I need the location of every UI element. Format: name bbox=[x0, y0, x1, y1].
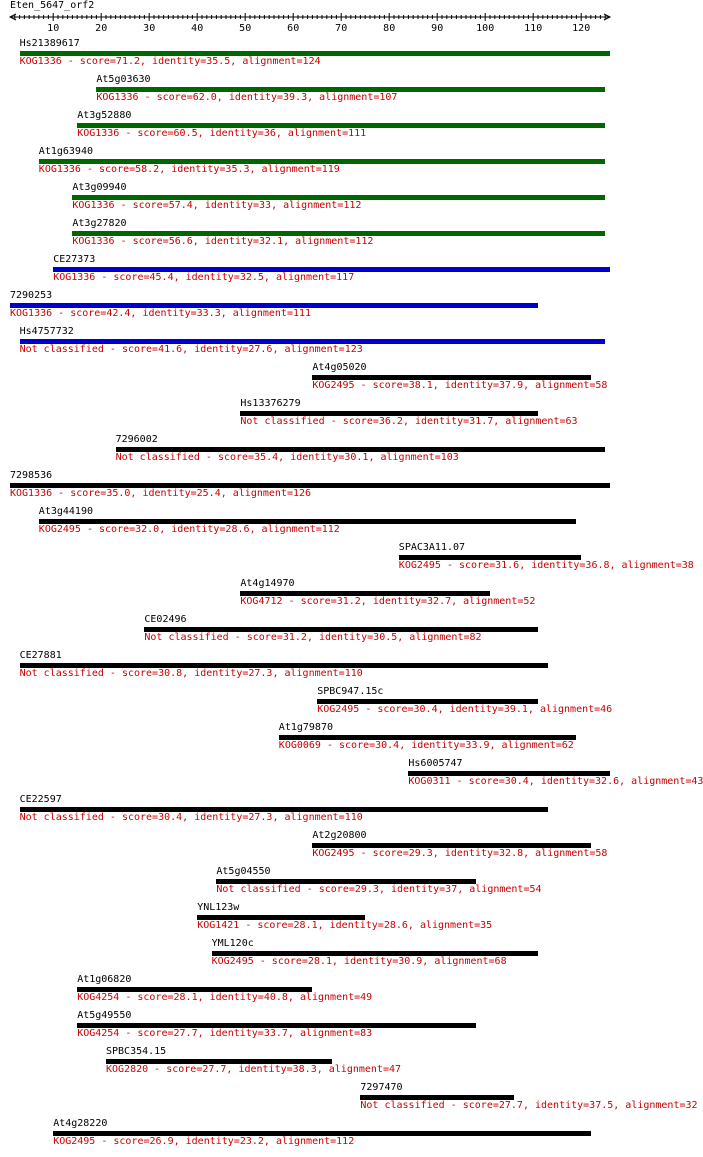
ruler-tick-label: 50 bbox=[239, 23, 252, 34]
hit-description: KOG2820 - score=27.7, identity=38.3, alignment=47 bbox=[106, 1064, 402, 1075]
hit-description: KOG4712 - score=31.2, identity=32.7, alignment=52 bbox=[240, 596, 536, 607]
hit-description: Not classified - score=35.4, identity=30.1, alignment=103 bbox=[115, 452, 459, 463]
hit-description: KOG1336 - score=57.4, identity=33, alignment=112 bbox=[72, 200, 362, 211]
ruler-tick-label: 100 bbox=[476, 23, 495, 34]
hit-name[interactable]: At5g04550 bbox=[216, 866, 271, 877]
hit-name[interactable]: YNL123w bbox=[197, 902, 240, 913]
ruler-tick-label: 60 bbox=[287, 23, 300, 34]
hit-name[interactable]: CE27373 bbox=[53, 254, 96, 265]
hit-name[interactable]: At3g52880 bbox=[77, 110, 132, 121]
hit-name[interactable]: At4g28220 bbox=[53, 1118, 108, 1129]
hit-name[interactable]: At1g06820 bbox=[77, 974, 132, 985]
hit-name[interactable]: SPAC3A11.07 bbox=[398, 542, 466, 553]
ruler-tick-label: 30 bbox=[143, 23, 156, 34]
ruler-tick-label: 110 bbox=[524, 23, 543, 34]
hit-name[interactable]: 7298536 bbox=[10, 470, 53, 481]
hit-name[interactable]: At1g79870 bbox=[278, 722, 333, 733]
ruler-tick-label: 80 bbox=[383, 23, 396, 34]
hit-description: KOG4254 - score=27.7, identity=33.7, alignment=83 bbox=[77, 1028, 373, 1039]
hit-name[interactable]: Hs13376279 bbox=[240, 398, 301, 409]
hit-description: Not classified - score=30.4, identity=27.3, alignment=110 bbox=[19, 812, 363, 823]
hit-description: KOG0311 - score=30.4, identity=32.6, alignment=43 bbox=[408, 776, 703, 787]
hit-name[interactable]: At4g14970 bbox=[240, 578, 295, 589]
hit-name[interactable]: At4g05020 bbox=[312, 362, 367, 373]
hit-description: KOG0069 - score=30.4, identity=33.9, alignment=62 bbox=[278, 740, 574, 751]
hit-description: KOG1336 - score=71.2, identity=35.5, alignment=124 bbox=[19, 56, 321, 67]
hit-description: Not classified - score=41.6, identity=27.6, alignment=123 bbox=[19, 344, 363, 355]
hit-description: Not classified - score=30.8, identity=27.3, alignment=110 bbox=[19, 668, 363, 679]
hit-name[interactable]: SPBC354.15 bbox=[106, 1046, 167, 1057]
hit-description: KOG1336 - score=60.5, identity=36, alignment=111 bbox=[77, 128, 367, 139]
hit-name[interactable]: CE02496 bbox=[144, 614, 187, 625]
ruler-tick-label: 120 bbox=[572, 23, 591, 34]
hit-description: Not classified - score=36.2, identity=31.7, alignment=63 bbox=[240, 416, 578, 427]
hit-description: KOG4254 - score=28.1, identity=40.8, alignment=49 bbox=[77, 992, 373, 1003]
sequence-ruler bbox=[0, 0, 620, 36]
hit-name[interactable]: YML120c bbox=[211, 938, 254, 949]
hit-description: KOG2495 - score=26.9, identity=23.2, alignment=112 bbox=[53, 1136, 355, 1147]
hit-name[interactable]: Hs6005747 bbox=[408, 758, 463, 769]
hit-name[interactable]: At3g44190 bbox=[38, 506, 93, 517]
hit-description: KOG1336 - score=42.4, identity=33.3, alignment=111 bbox=[10, 308, 312, 319]
hit-description: KOG1336 - score=35.0, identity=25.4, alignment=126 bbox=[10, 488, 312, 499]
hit-description: KOG2495 - score=29.3, identity=32.8, alignment=58 bbox=[312, 848, 608, 859]
ruler-tick-label: 70 bbox=[335, 23, 348, 34]
hit-description: KOG1421 - score=28.1, identity=28.6, alignment=35 bbox=[197, 920, 493, 931]
hit-description: KOG2495 - score=30.4, identity=39.1, alignment=46 bbox=[317, 704, 613, 715]
hit-description: KOG2495 - score=31.6, identity=36.8, alignment=38 bbox=[398, 560, 694, 571]
hit-description: KOG2495 - score=38.1, identity=37.9, alignment=58 bbox=[312, 380, 608, 391]
hit-name[interactable]: 7296002 bbox=[115, 434, 158, 445]
hit-name[interactable]: At5g03630 bbox=[96, 74, 151, 85]
hit-description: Not classified - score=31.2, identity=30.5, alignment=82 bbox=[144, 632, 482, 643]
hit-name[interactable]: SPBC947.15c bbox=[317, 686, 384, 697]
hit-name[interactable]: Hs4757732 bbox=[19, 326, 74, 337]
hit-name[interactable]: 7290253 bbox=[10, 290, 53, 301]
hit-description: KOG1336 - score=58.2, identity=35.3, alignment=119 bbox=[38, 164, 340, 175]
hit-description: KOG1336 - score=45.4, identity=32.5, alignment=117 bbox=[53, 272, 355, 283]
hit-name[interactable]: At2g20800 bbox=[312, 830, 367, 841]
ruler-tick-label: 90 bbox=[431, 23, 444, 34]
hit-description: KOG1336 - score=56.6, identity=32.1, alignment=112 bbox=[72, 236, 374, 247]
ruler-tick-label: 20 bbox=[95, 23, 108, 34]
hit-description: Not classified - score=27.7, identity=37.5, alignment=32 bbox=[360, 1100, 698, 1111]
hit-description: Not classified - score=29.3, identity=37, alignment=54 bbox=[216, 884, 542, 895]
hit-name[interactable]: At3g09940 bbox=[72, 182, 127, 193]
hit-description: KOG1336 - score=62.0, identity=39.3, alignment=107 bbox=[96, 92, 398, 103]
hit-name[interactable]: CE27881 bbox=[19, 650, 62, 661]
ruler-tick-label: 10 bbox=[47, 23, 60, 34]
hit-name[interactable]: Hs21389617 bbox=[19, 38, 80, 49]
hit-name[interactable]: At1g63940 bbox=[38, 146, 93, 157]
hit-name[interactable]: At5g49550 bbox=[77, 1010, 132, 1021]
ruler-tick-label: 40 bbox=[191, 23, 204, 34]
hit-name[interactable]: 7297470 bbox=[360, 1082, 403, 1093]
hit-description: KOG2495 - score=32.0, identity=28.6, alignment=112 bbox=[38, 524, 340, 535]
hit-name[interactable]: CE22597 bbox=[19, 794, 62, 805]
hit-description: KOG2495 - score=28.1, identity=30.9, alignment=68 bbox=[211, 956, 507, 967]
hit-name[interactable]: At3g27820 bbox=[72, 218, 127, 229]
query-title: Eten_5647_orf2 bbox=[10, 0, 95, 11]
